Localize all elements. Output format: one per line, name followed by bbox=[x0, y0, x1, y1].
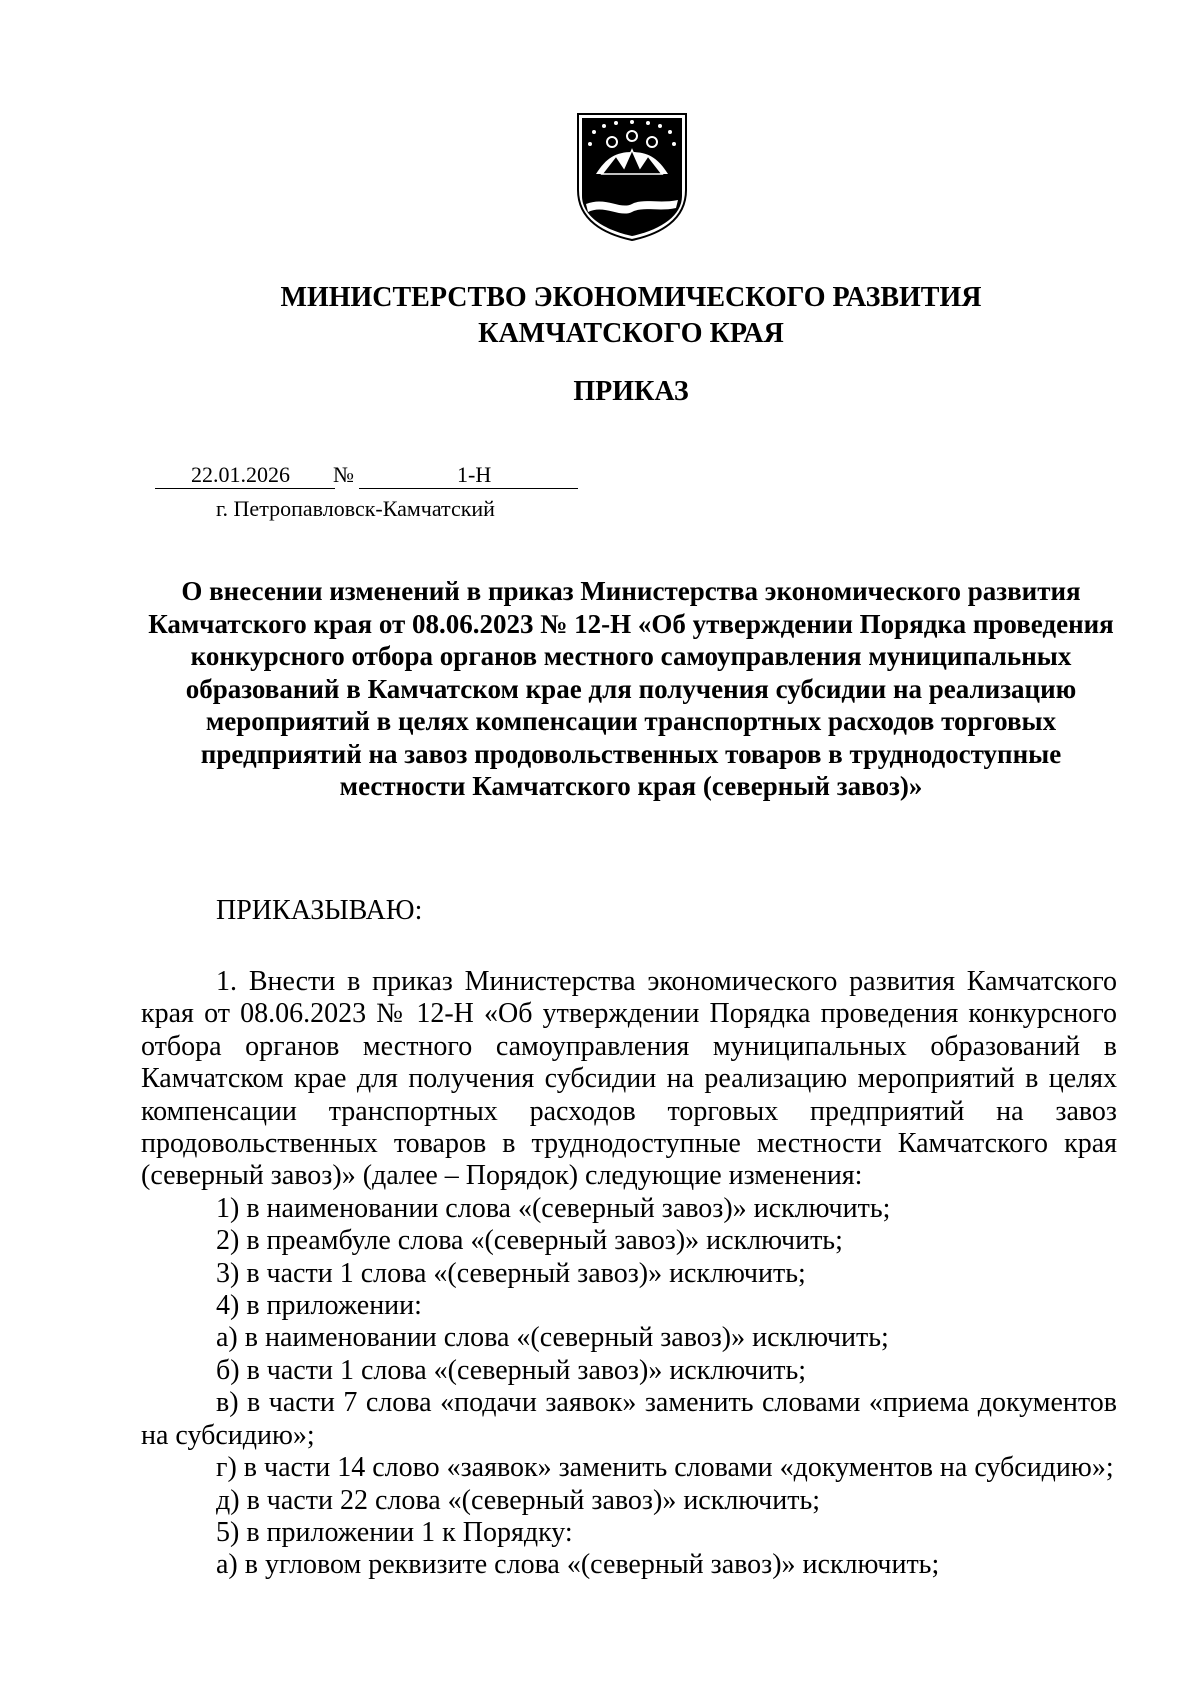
list-item: г) в части 14 слово «заявок» заменить словами «документов на субсидию»; bbox=[216, 1452, 1114, 1484]
order-subject: О внесении изменений в приказ Министерства экономического развития Камчатского края от 08.06.2023 № 12-Н «Об утверждении Порядка проведения конкурсного отбора органов местного самоуправления муниципальных образований в Камчатском крае для получения субсидии на реализацию мероприятий в целях компенсации транспортных расходов торговых предприятий на завоз продовольственных товаров в труднодоступные местности Камчатского края (северный завоз)» bbox=[148, 576, 1114, 801]
paragraph-1: 1. Внести в приказ Министерства экономического развития Камчатского края от 08.06.2023 № 12-Н «Об утверждении Порядка проведения конкурсного отбора органов местного самоуправления муниципальных образований в Камчатском крае для получения субсидии на реализацию мероприятий в целях компенсации транспортных расходов торговых предприятий на завоз продовольственных товаров в труднодоступные местности Камчатского края (северный завоз)» (далее – Порядок) следующие изменения: bbox=[141, 966, 1117, 1192]
order-date-number bbox=[155, 462, 578, 492]
list-item: д) в части 22 слова «(северный завоз)» исключить; bbox=[216, 1484, 821, 1516]
orders-word: ПРИКАЗЫВАЮ: bbox=[216, 895, 423, 926]
list-item: 1) в наименовании слова «(северный завоз)» исключить; bbox=[216, 1192, 891, 1224]
order-number: 1-Н bbox=[457, 462, 492, 487]
city: г. Петропавловск-Камчатский bbox=[216, 496, 495, 521]
date-underline bbox=[155, 488, 335, 489]
list-item: в) в части 7 слова «подачи заявок» заменить словами «приема документов на субсидию»; bbox=[141, 1387, 1117, 1451]
list-item: 2) в преамбуле слова «(северный завоз)» исключить; bbox=[216, 1225, 843, 1257]
list-item: б) в части 1 слова «(северный завоз)» исключить; bbox=[216, 1354, 807, 1386]
order-body bbox=[141, 966, 1117, 1582]
list-item: а) в наименовании слова «(северный завоз)» исключить; bbox=[216, 1322, 889, 1354]
list-item: 4) в приложении: bbox=[216, 1290, 422, 1322]
document-type: ПРИКАЗ bbox=[573, 376, 689, 407]
list-item: 3) в части 1 слова «(северный завоз)» исключить; bbox=[216, 1257, 806, 1289]
order-date: 22.01.2026 bbox=[191, 462, 290, 487]
ministry-name bbox=[0, 280, 1200, 352]
coat-of-arms-icon bbox=[576, 112, 688, 242]
number-sign: № bbox=[333, 462, 354, 487]
ministry-line-2: КАМЧАТСКОГО КРАЯ bbox=[478, 318, 784, 349]
number-underline bbox=[359, 488, 578, 489]
list-item: 5) в приложении 1 к Порядку: bbox=[216, 1516, 573, 1548]
ministry-line-1: МИНИСТЕРСТВО ЭКОНОМИЧЕСКОГО РАЗВИТИЯ bbox=[280, 282, 982, 313]
list-item: а) в угловом реквизите слова «(северный завоз)» исключить; bbox=[216, 1549, 940, 1581]
